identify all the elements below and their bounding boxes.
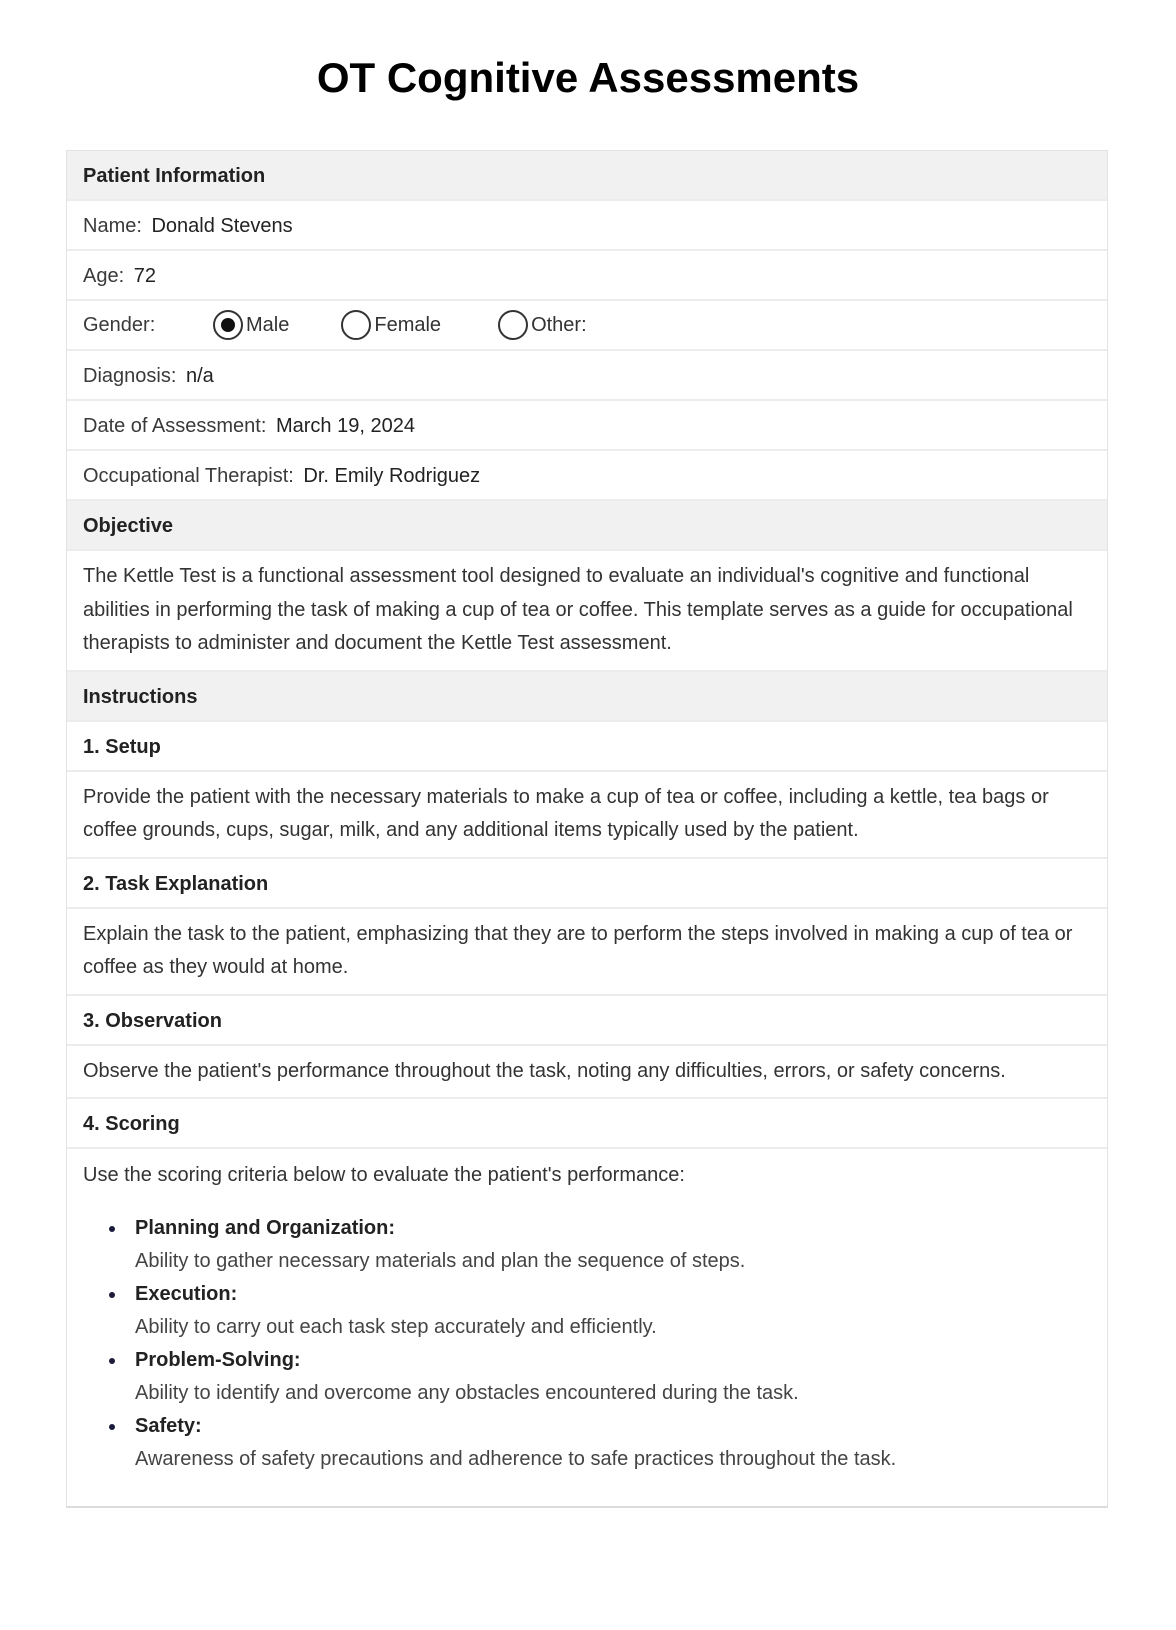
criteria-title: Planning and Organization: [135,1217,395,1239]
date-of-assessment-field[interactable] [67,401,1107,451]
age-label: Age: [83,265,125,287]
step-text-setup: Provide the patient with the necessary materials to make a cup of tea or coffee, including a kettle, tea bags or coffee grounds, cups, sugar, milk, and any additional items typically used by the patient. [67,772,1107,859]
step-text-task-explanation: Explain the task to the patient, emphasizing that they are to perform the steps involved in making a cup of tea or coffee as they would at home. [67,909,1107,996]
therapist-field[interactable] [67,451,1107,501]
criteria-title: Safety: [135,1415,202,1437]
bullet-icon [109,1226,115,1232]
radio-selected-icon[interactable] [213,310,243,340]
date-value[interactable]: March 19, 2024 [275,415,415,437]
bullet-icon [109,1292,115,1298]
bullet-icon [109,1424,115,1430]
gender-option-label: Other: [531,314,587,336]
criteria-description: Ability to carry out each task step accurately and efficiently. [135,1316,657,1338]
diagnosis-label: Diagnosis: [83,365,177,387]
date-label: Date of Assessment: [83,415,267,437]
name-label: Name: [83,215,142,237]
section-header-patient-information: Patient Information [67,151,1107,201]
bullet-icon [109,1358,115,1364]
step-text-observation: Observe the patient's performance throughout the task, noting any difficulties, errors, or safety concerns. [67,1046,1107,1100]
gender-label: Gender: [83,314,156,336]
radio-unselected-icon[interactable] [341,310,371,340]
criteria-item-execution [103,1278,1091,1344]
criteria-description: Ability to identify and overcome any obstacles encountered during the task. [135,1382,799,1404]
age-value[interactable]: 72 [133,265,156,287]
section-header-instructions: Instructions [67,672,1107,722]
gender-field [67,301,1107,351]
criteria-title: Execution: [135,1283,238,1305]
criteria-item-planning [103,1212,1091,1278]
scoring-body [67,1149,1107,1506]
radio-unselected-icon[interactable] [498,310,528,340]
gender-option-label: Female [374,314,442,336]
therapist-label: Occupational Therapist: [83,465,294,487]
assessment-form [66,150,1108,1508]
diagnosis-value[interactable]: n/a [185,365,214,387]
page-title: OT Cognitive Assessments [316,54,860,101]
gender-option-label: Male [246,314,290,336]
criteria-title: Problem-Solving: [135,1349,301,1371]
step-title-scoring: 4. Scoring [67,1099,1107,1149]
gender-option-male[interactable] [213,300,289,350]
step-title-observation: 3. Observation [67,996,1107,1046]
therapist-value[interactable]: Dr. Emily Rodriguez [303,465,481,487]
criteria-item-problem-solving [103,1344,1091,1410]
step-title-task-explanation: 2. Task Explanation [67,859,1107,909]
step-title-setup: 1. Setup [67,722,1107,772]
scoring-criteria-list [83,1212,1091,1476]
scoring-intro: Use the scoring criteria below to evaluate the patient's performance: [83,1164,685,1186]
diagnosis-field[interactable] [67,351,1107,401]
age-field[interactable] [67,251,1107,301]
criteria-description: Awareness of safety precautions and adherence to safe practices throughout the task. [135,1448,897,1470]
objective-text: The Kettle Test is a functional assessment tool designed to evaluate an individual's cognitive and functional abilities in performing the task of making a cup of tea or coffee. This template serves as a guide for occupational therapists to administer and document the Kettle Test assessment. [67,551,1107,672]
criteria-item-safety [103,1410,1091,1476]
criteria-description: Ability to gather necessary materials and plan the sequence of steps. [135,1250,746,1272]
gender-option-other[interactable] [498,300,587,350]
section-header-objective: Objective [67,501,1107,551]
name-value[interactable]: Donald Stevens [151,215,293,237]
name-field[interactable] [67,201,1107,251]
gender-option-female[interactable] [341,300,441,350]
